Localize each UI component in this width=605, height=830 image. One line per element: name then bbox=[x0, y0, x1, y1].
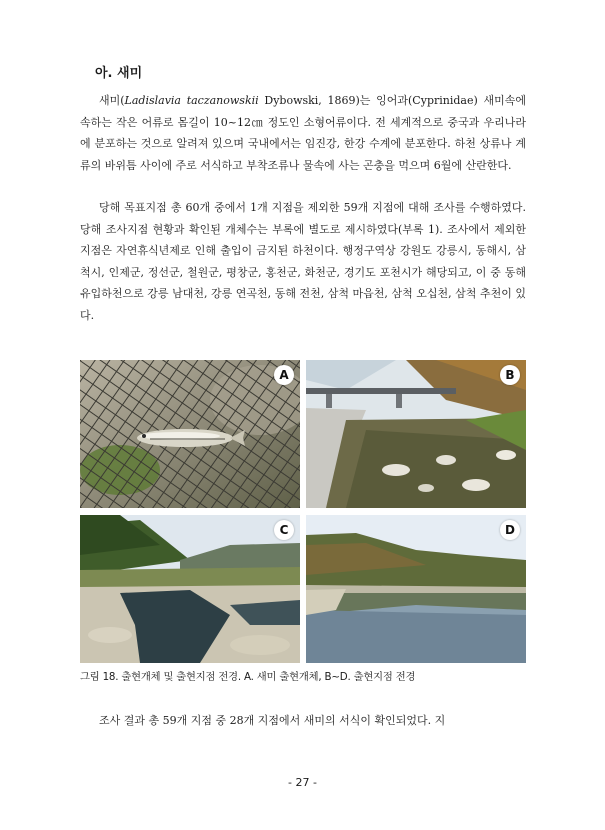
river-reflection-photo bbox=[306, 515, 526, 663]
fish-in-net-photo bbox=[80, 360, 300, 508]
photo-panel-c bbox=[80, 515, 300, 663]
photo-panel-b bbox=[306, 360, 526, 508]
rocky-stream-photo bbox=[80, 515, 300, 663]
paragraph-species-description bbox=[80, 90, 526, 176]
panel-label-d: D bbox=[500, 520, 520, 540]
scientific-name: Ladislavia taczanowskii bbox=[124, 94, 259, 107]
paragraph-survey: 당해 목표지점 총 60개 중에서 1개 지점을 제외한 59개 지점에 대해 조사를 수행하였다. 당해 조사지점 현황과 확인된 개체수는 부록에 별도로 제시하였다(부록 1). 조사에서 제외한 지점은 자연휴식년제로 인해 출입이 금지된 하천이다. 행정구역상 강원도 강릉시, 동해시, 삼척시, 인제군, 정선군, 철원군, 평창군, 홍천군, 화천군, 경기도 포천시가 해당되고, 이 중 동해유입하천으로 강릉 남대천, 강릉 연곡천, 동해 전천, 삼척 마읍천, 삼척 오십천, 삼척 추천이 있다. bbox=[80, 201, 526, 322]
paragraph-rest: Dybowski, 1869)는 잉어과(Cyprinidae) 새미속에 속하는 작은 어류로 몸길이 10~12㎝ 정도인 소형어류이다. 전 세계적으로 중국과 우리나라에 분포하는 것으로 알려져 있으며 국내에서는 임진강, 한강 수계에 분포한다. 하천 상류나 계류의 바위틈 사이에 주로 서식하고 부착조류나 물속에 사는 곤충을 먹으며 6월에 산란한다. bbox=[80, 94, 526, 172]
panel-label-c: C bbox=[274, 520, 294, 540]
figure-18 bbox=[80, 360, 526, 664]
paragraph-result: 조사 결과 총 59개 지점 중 28개 지점에서 새미의 서식이 확인되었다. 지 bbox=[99, 714, 446, 727]
page-number: - 27 - bbox=[288, 776, 317, 789]
panel-label-a: A bbox=[274, 365, 294, 385]
paragraph-lead: 새미( bbox=[99, 94, 125, 107]
photo-panel-d bbox=[306, 515, 526, 663]
section-title: 아. 새미 bbox=[95, 66, 143, 81]
stream-under-bridge-photo bbox=[306, 360, 526, 508]
figure-caption: 그림 18. 출현개체 및 출현지점 전경. A. 새미 출현개체, B~D. 출현지점 전경 bbox=[80, 671, 416, 683]
photo-panel-a bbox=[80, 360, 300, 508]
panel-label-b: B bbox=[500, 365, 520, 385]
